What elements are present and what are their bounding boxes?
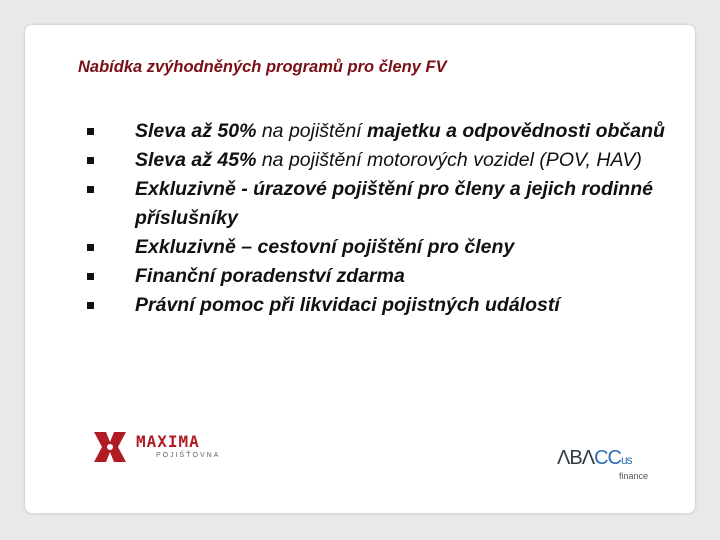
bullet-text: Sleva až 45% na pojištění motorových vozidel (POV, HAV): [135, 149, 642, 171]
bullet-text: Exkluzivně – cestovní pojištění pro členy: [135, 236, 515, 258]
bullet-text: Sleva až 50% na pojištění majetku a odpovědnosti občanů: [135, 120, 665, 142]
list-item: [87, 262, 687, 291]
slide-title: Nabídka zvýhodněných programů pro členy FV: [78, 58, 447, 76]
maxima-logo: [92, 430, 221, 469]
bullet-text: Právní pomoc při likvidaci pojistných událostí: [135, 294, 560, 316]
list-item: [87, 291, 687, 320]
bullet-marker-icon: [87, 302, 94, 309]
bullet-text: Exkluzivně - úrazové pojištění pro členy a jejich rodinné příslušníky: [135, 178, 653, 229]
maxima-subtitle: POJIŠŤOVNA: [156, 452, 221, 459]
list-item: [87, 146, 687, 175]
list-item: [87, 175, 687, 233]
slide: [25, 25, 695, 513]
bullet-marker-icon: [87, 186, 94, 193]
bullet-list: [87, 117, 687, 320]
list-item: [87, 233, 687, 262]
bullet-marker-icon: [87, 157, 94, 164]
bullet-text: Finanční poradenství zdarma: [135, 265, 405, 287]
bullet-marker-icon: [87, 244, 94, 251]
maxima-emblem-icon: [92, 430, 128, 464]
abaccus-wordmark: ΛΒΛCCus: [557, 447, 632, 469]
list-item: [87, 117, 687, 146]
abaccus-subtitle: finance: [619, 471, 649, 481]
bullet-marker-icon: [87, 128, 94, 135]
maxima-wordmark: MAXIMA: [136, 432, 200, 451]
bullet-marker-icon: [87, 273, 94, 280]
